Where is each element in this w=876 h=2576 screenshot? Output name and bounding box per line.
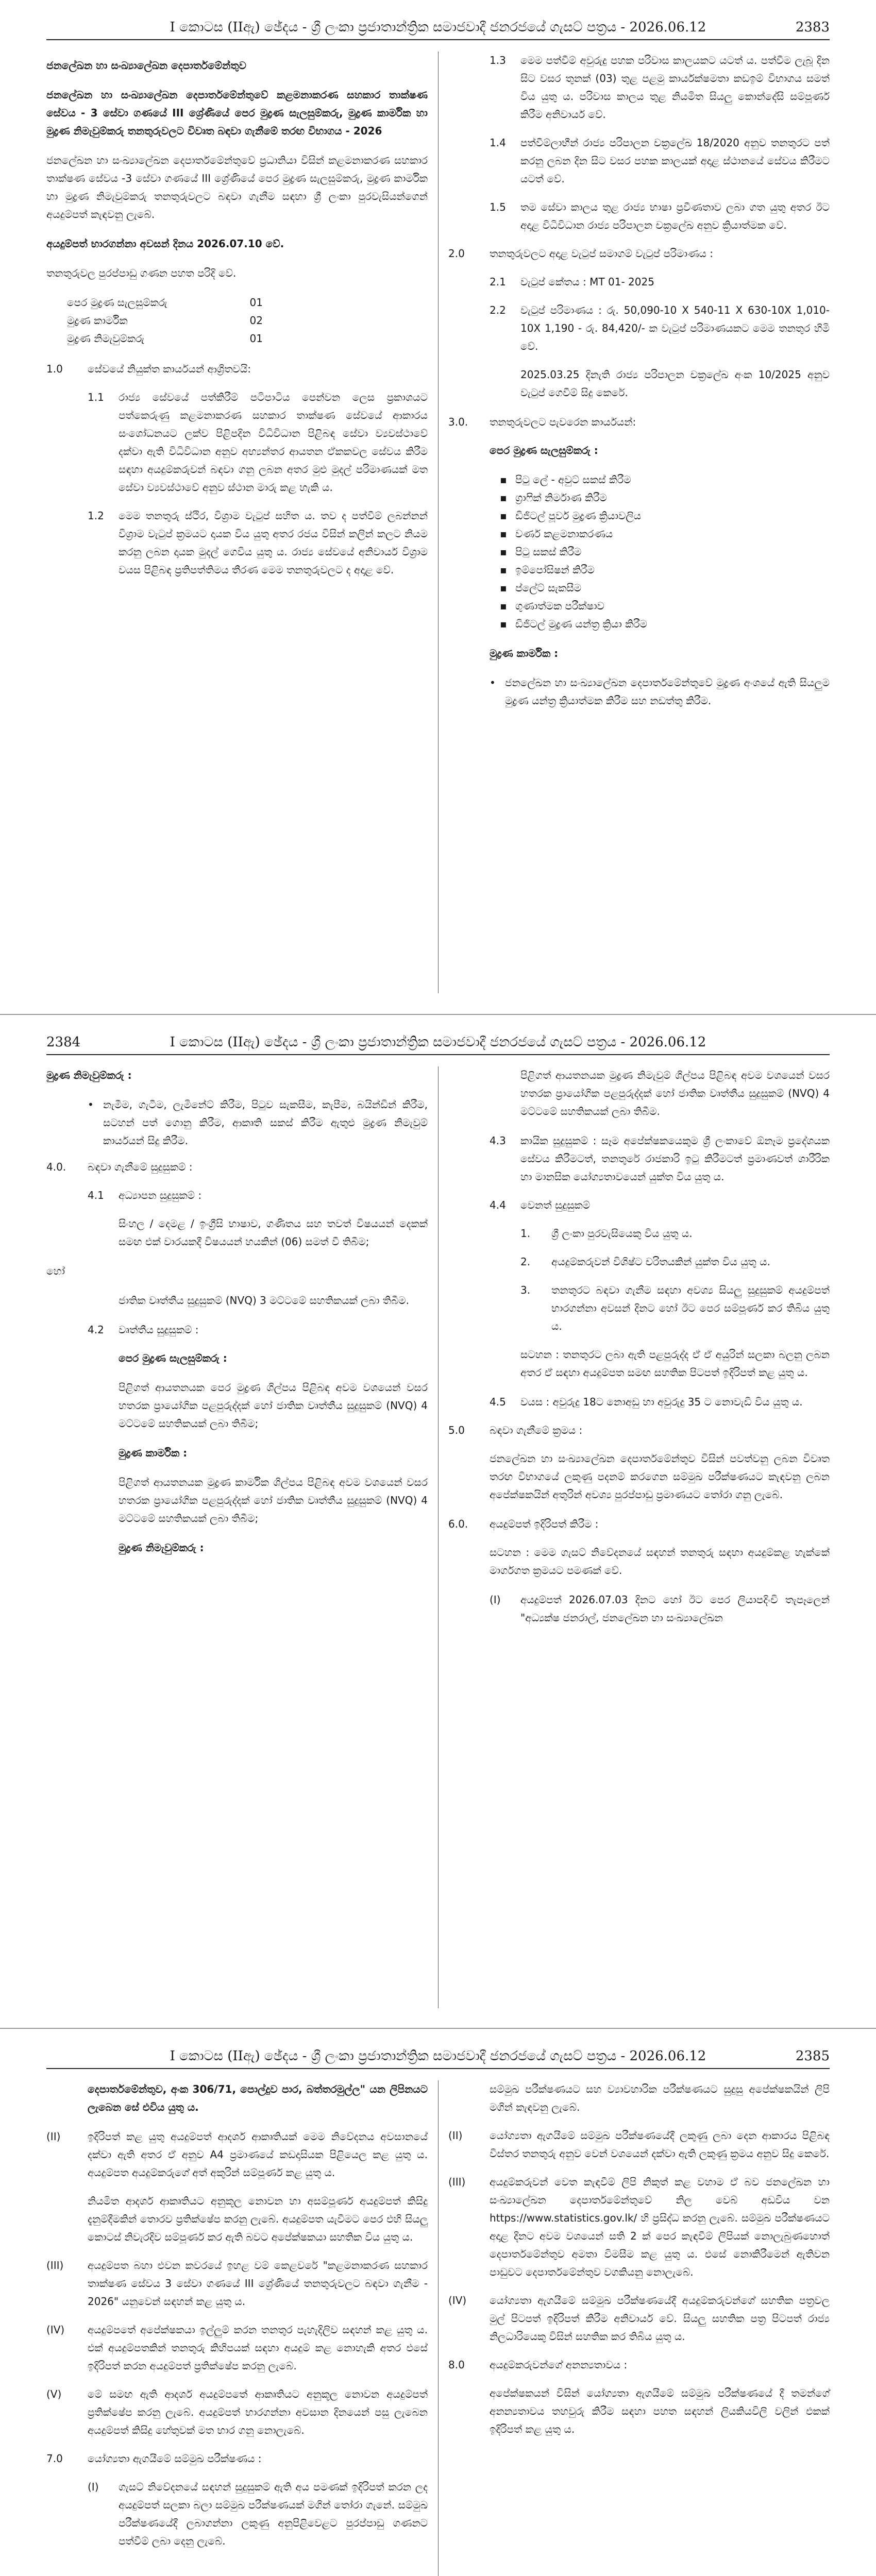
list-item: (II) ඉදිරිපත් කළ යුතු අයදුම්පත් ආදර්ශ ආකෘතියක් මෙම නිවේදනය අවසානයේ දක්වා ඇති අතර ඒ අනුව A4 ප්‍රමාණයේ කඩදාසියක පිළියෙල කළ යුතු ය. අයදුම්පත අයදුම්කරුගේ අත් අකුරින් සම්පූර්ණ කළ යුතු ය. <box>46 2130 428 2179</box>
left-column <box>46 2080 428 2561</box>
prof-pre-text: පිළිගත් ආයතනයක පෙර මුද්‍රණ ශිල්පය පිළිබඳ අවම වශයෙන් වසර හතරක ප්‍රායෝගික පළපුරුද්දක් හෝ ජාතික වෘත්තීය සුදුසුකම් (NVQ) 4 මට්ටමේ සහතිකයක් ලබා තිබීම; <box>119 1381 428 1430</box>
section-1-3: 1.3 මෙම පත්වීම් අවුරුදු පහක පරිවාස කාලයකට යටත් ය. පත්වීම ලැබූ දින සිට වසර තුනක් (03) තුළ පළමු කාර්යක්ෂමතා කඩඉම් විභාගය සමත් විය යුතු ය. පරිවාස කාලය තුළ නියමිත සියලු කොන්දේසි සම්පූර්ණ කිරීම අනිවාර්ය වේ. <box>490 54 830 121</box>
gazette-page-2 <box>0 1014 876 2029</box>
header-title: I කොටස (IIඇ) ඡේදය - ශ්‍රී ලංකා ප්‍රජාතාන්ත්‍රික සමාජවාදී ජනරජයේ ගැසට් පත්‍රය - 2026.06.12 <box>170 2048 706 2064</box>
header-title: I කොටස (IIඇ) ඡේදය - ශ්‍රී ලංකා ප්‍රජාතාන්ත්‍රික සමාජවාදී ජනරජයේ ගැසට් පත්‍රය - 2026.06.12 <box>170 1035 706 1050</box>
section-1-4: 1.4 පත්වීම්ලාභීන් රාජ්‍ය පරිපාලන චක්‍රලේඛ 18/2020 අනුව තනතුරට පත් කරනු ලබන දින සිට වසර පහක කාලයක් අදාළ ස්ථානයේ සේවය කිරීමට යටත් වේ. <box>490 137 830 185</box>
left-column <box>46 52 428 589</box>
list-item: (III) අයදුම්කරුවන් වෙත කැඳවීම් ලිපි නිකුත් කළ වහාම ඒ බව ජනලේඛන හා සංඛ්‍යාලේඛන දෙපාර්තමේන්තුවේ නිල වෙබ් අඩවිය වන https://www.statistics.gov.lk/ හි ප්‍රසිද්ධ කරනු ලැබේ. සම්මුඛ පරීක්ෂණයට අදාළ දිනට අවම වශයෙන් සති 2 ක් පෙර කැඳවීම් ලිපියක් නොලැබුණහොත් දෙපාර්තමේන්තුව අමතා විමසීම කළ යුතු ය. එසේ නොකිරීමෙන් ඇතිවන පාඩුවට දෙපාර්තමේන්තුව වගකියනු නොලැබේ. <box>448 2176 830 2278</box>
qual-note: සටහන : තනතුරට ලබා ඇති පළපුරුද්ද ඒ ඒ අයුරින් සලකා බලනු ලබන අතර ඒ සඳහා අයදුම්පත සමඟ සහතික පිටපත් ඉදිරිපත් කළ යුතු ය. <box>520 1348 830 1379</box>
page-header <box>46 16 830 40</box>
prof-tech-title: මුද්‍රණ කාර්මික : <box>119 1447 188 1459</box>
section-8-heading: 8.0 අයදුම්කරුවන්ගේ අනන්‍යතාවය : <box>448 2359 628 2371</box>
list-item: සම්මුඛ පරීක්ෂණයට සහ ව්‍යාවහාරික පරීක්ෂණයට සුදුසු අපේක්ෂකයින් ලිපි මගින් කැඳවනු ලැබේ. <box>490 2083 830 2113</box>
finish-duty: • නැමීම, ගැටීම, ලැමිනේට් කිරීම, පිටුව සැකසීම, කැපීම, බයින්ඩින් කිරීම, සටහන් පත් ගොනු කිරීම, ආකෘති සකස් කිරීම ඇතුළු මුද්‍රණ නිමැවුම් කාර්යයන් සිදු කිරීම. <box>46 1096 428 1150</box>
list-item: 3. තනතුරට බඳවා ගැනීම සඳහා අවශ්‍ය සියලු සුදුසුකම් අයදුම්පත් භාරගන්නා අවසන් දිනට හෝ ඊට පෙර සම්පූර්ණ කර තිබිය යුතු ය. <box>520 1284 830 1332</box>
column-divider <box>438 2080 439 2576</box>
salary-note: 2025.03.25 දිනැති රාජ්‍ය පරිපාලන චක්‍රලේඛ අංක 10/2025 අනුව වැටුප් ගෙවීම් සිදු කෙරේ. <box>520 368 830 399</box>
list-item: 1. ශ්‍රී ලංකා පුරවැසියෙකු විය යුතු ය. <box>520 1227 693 1240</box>
section-4-heading: 4.0. බඳවා ගැනීමේ සුදුසුකම් : <box>46 1161 193 1173</box>
list-item: (V) මේ සමඟ ඇති ආදර්ශ අයදුම්පතේ ආකෘතියට අනුකූල නොවන අයදුම්පත් ප්‍රතික්ෂේප කරනු ලැබේ. අයදුම්පත් භාරගන්නා අවසාන දිනයෙන් පසු ලැබෙන අයදුම්පත් කිසිදු හේතුවක් මත භාර ගනු නොලැබේ. <box>46 2388 428 2436</box>
prof-fin-title: මුද්‍රණ නිමැවුම්කරු : <box>119 1541 204 1554</box>
right-column <box>448 2080 830 2450</box>
section-6-i: (I) අයදුම්පත් 2026.07.03 දිනට හෝ ඊට පෙර ලියාපදිංචි තැපෑලෙන් "අධ්‍යක්ෂ ජනරාල්, ජනලේඛන හා සංඛ්‍යාලේඛන <box>490 1594 830 1624</box>
page-number: 2383 <box>795 20 830 35</box>
header-title: I කොටස (IIඇ) ඡේදය - ශ්‍රී ලංකා ප්‍රජාතාන්ත්‍රික සමාජවාදී ජනරජයේ ගැසට් පත්‍රය - 2026.06.12 <box>170 20 706 35</box>
gazette-page-3 <box>0 2028 876 2576</box>
section-1-2: 1.2 මෙම තනතුරු ස්ථිර, විශ්‍රාම වැටුප් සහිත ය. තව ද පත්වීම් ලබන්නන් විශ්‍රාම වැටුප් ක්‍රමයට දායක විය යුතු අතර රජය විසින් කලින් කලට නියම කරනු ලබන දායක මුදල් ගෙවිය යුතු ය. රාජ්‍ය සේවයේ අනිවාර්ය විශ්‍රාම වයස පිළිබඳ ප්‍රතිපත්තිමය තීරණ මෙම තනතුරුවලට ද අදාළ වේ. <box>88 510 428 576</box>
list-item: (III) අයදුම්පත බහා එවන කවරයේ ඉහළ වම් කෙළවරේ "කළමනාකරණ සහකාර තාක්ෂණ සේවය 3 සේවා ගණයේ III ශ්‍රේණියේ තනතුරුවලට බඳවා ගැනීම - 2026" යනුවෙන් සඳහන් කළ යුතු ය. <box>46 2259 428 2308</box>
list-item: ▪ ග්‍රාෆික් නිර්මාණ කිරීම <box>448 489 830 507</box>
edu-qual-1: සිංහල / දෙමළ / ඉංග්‍රීසි භාෂාව, ගණිතය සහ තවත් විෂයයන් දෙකක් සමඟ එක් වාරයකදී විෂයයන් හයකින් (06) සමත් වී තිබීම; <box>119 1217 428 1248</box>
page-number: 2385 <box>795 2048 830 2064</box>
left-column <box>46 1066 428 1568</box>
address-continued: දෙපාර්තමේන්තුව, අංක 306/71, පොල්දුව පාර, බත්තරමුල්ල" යන ලිපිනයට ලැබෙන සේ එවිය යුතු ය. <box>88 2083 428 2113</box>
column-divider <box>438 1066 439 2008</box>
section-4-4: 4.4 වෙනත් සුදුසුකම් <box>490 1199 591 1211</box>
section-2-1: 2.1 වැටුප් කේතය : MT 01- 2025 <box>490 276 654 288</box>
edu-qual-or: හෝ <box>46 1265 65 1277</box>
prof-tech-text: පිළිගත් ආයතනයක මුද්‍රණ කාර්මික ශිල්පය පිළිබඳ අවම වශයෙන් වසර හතරක ප්‍රායෝගික පළපුරුද්දක් හෝ ජාතික වෘත්තීය සුදුසුකම් (NVQ) 4 මට්ටමේ සහතිකයක් ලබා තිබීම; <box>119 1476 428 1524</box>
list-item: ▪ ඉම්පෝසිෂන් කිරීම <box>448 561 830 579</box>
pre-press-duties <box>448 471 830 633</box>
list-item: ▪ පිටු ලේ - අවුට් සකස් කිරීම <box>448 471 830 489</box>
pre-press-title: පෙර මුද්‍රණ සැලසුම්කරු : <box>490 444 598 456</box>
vacancy-table <box>67 294 428 348</box>
intro-paragraph: ජනලේඛන හා සංඛ්‍යාලේඛන දෙපාර්තමේන්තුවේ ප්‍රධානියා විසින් කළමනාකරණ සහකාර තාක්ෂණ සේවය -3 සේවා ගණයේ III ශ්‍රේණියේ පෙර මුද්‍රණ සැලසුම්කරු, මුද්‍රණ කාර්මික හා මුද්‍රණ නිමැවුම්කරු තනතුරුවලට බඳවා ගැනීම සඳහා ශ්‍රී ලංකා පුරවැසියන්ගෙන් අයදුම්පත් කැඳවනු ලැබේ. <box>46 154 428 221</box>
right-column <box>448 1066 830 1637</box>
list-item: ▪ ප්ලේට් සැකසීම <box>448 579 830 597</box>
section-2-2: 2.2 වැටුප් පරිමාණය : රු. 50,090-10 X 540-11 X 630-10X 1,010-10X 1,190 - රු. 84,420/- ක වැටුප් පරිමාණයකට මෙම තනතුර හිමි වේ. <box>490 304 830 352</box>
section-5-heading: 5.0 බඳවා ගැනීමේ ක්‍රමය : <box>448 1424 583 1436</box>
list-item: (IV) යෝග්‍යතා ඇගයීමේ සම්මුඛ පරීක්ෂණයේදී අයදුම්කරුවන්ගේ සහතික පත්‍රවල මුල් පිටපත් ඉදිරිපත් කිරීම අනිවාර්ය වේ. සියලු සහතික පත්‍ර පිටපත් රාජ්‍ය නිලධාරියෙකු විසින් සහතික කර තිබිය යුතු ය. <box>448 2294 830 2343</box>
edu-qual-2: ජාතික වෘත්තීය සුදුසුකම් (NVQ) 3 මට්ටමේ සහතිකයක් ලබා තිබීම. <box>119 1294 410 1307</box>
prof-fin-text: පිළිගත් ආයතනයක මුද්‍රණ නිමැවුම් ශිල්පය පිළිබඳ අවම වශයෙන් වසර හතරක ප්‍රායෝගික පළපුරුද්දක් හෝ ජාතික වෘත්තීය සුදුසුකම් (NVQ) 4 මට්ටමේ සහතිකයක් ලබා තිබීම. <box>520 1069 830 1117</box>
department-heading: ජනලේඛන හා සංඛ්‍යාලේඛන දෙපාර්තමේන්තුව <box>46 59 246 72</box>
section-1-heading: 1.0 සේවයේ නියුක්ත කාර්යයන් ආශ්‍රිතවයි: <box>46 363 251 375</box>
vacancy-row: පෙර මුද්‍රණ සැලසුම්කරු 01 <box>67 296 263 309</box>
section-4-2: 4.2 වෘත්තීය සුදුසුකම් : <box>88 1324 199 1336</box>
column-divider <box>438 52 439 993</box>
list-item: (IV) අයදුම්පතේ අපේක්ෂකයා ඉල්ලුම් කරන තනතුර පැහැදිලිව සඳහන් කළ යුතු ය. එක් අයදුම්පතකින් තනතුරු කිහිපයක් සඳහා අයදුම් කළ නොහැකි අතර එසේ ඉදිරිපත් කරන අයදුම්පත් ප්‍රතික්ෂේප කරනු ලැබේ. <box>46 2324 428 2372</box>
list-item: ▪ වර්ණ කළමනාකරණය <box>448 525 830 543</box>
identity-text: අපේක්ෂකයන් විසින් යෝග්‍යතා ඇගයීමේ සම්මුඛ පරීක්ෂණයේ දී තමන්ගේ අනන්‍යතාවය තහවුරු කිරීම සඳහා පහත සඳහන් ලියකියවිලි වලින් එකක් ඉදිරිපත් කළ යුතු ය. <box>490 2387 830 2435</box>
list-item: (II) යෝග්‍යතා ඇගයීමේ සම්මුඛ පරීක්ෂණයේදී ලකුණු ලබා දෙන ආකාරය පිළිබඳ විස්තර තනතුරු අනුව වෙන් වශයෙන් දක්වා ඇති ලකුණු ක්‍රමය අනුව සිදු කෙරේ. <box>448 2129 830 2160</box>
section-3-heading: 3.0. තනතුරුවලට පැවරෙන කාර්යයන්: <box>448 416 636 428</box>
recruit-method: ජනලේඛන හා සංඛ්‍යාලේඛන දෙපාර්තමේන්තුව විසින් පවත්වනු ලබන විවෘත තරඟ විභාගයේ ලකුණු පදනම් කරගෙන සම්මුඛ පරීක්ෂණයට කැඳවනු ලබන අපේක්ෂකයින් අතුරින් අවශ්‍ය පුරප්පාඩු ප්‍රමාණයට තෝරා ගනු ලැබේ. <box>490 1452 830 1501</box>
page-header <box>46 1031 830 1055</box>
print-tech-title: මුද්‍රණ කාර්මික : <box>490 647 559 659</box>
vacancy-row: මුද්‍රණ නිමැවුම්කරු 01 <box>67 332 263 345</box>
finish-title: මුද්‍රණ නිමැවුම්කරු : <box>46 1069 132 1081</box>
section-6-heading: 6.0. අයදුම්පත් ඉදිරිපත් කිරීම : <box>448 1518 599 1530</box>
section-4-5: 4.5 වයස : අවුරුදු 18ට නොඅඩු හා අවුරුදු 35 ට නොවැඩි විය යුතු ය. <box>490 1396 803 1408</box>
section-2-heading: 2.0 තනතුරුවලට අදාළ වැටුප් සමාගම් වැටුප් පරිමාණය : <box>448 247 714 260</box>
list-item: (I) ගැසට් නිවේදනයේ සඳහන් සුදුසුකම් ඇති අය පමණක් ඉදිරිපත් කරන ලද අයදුම්පත් සලකා බලා සම්මුඛ පරීක්ෂණයක් මගින් තෝරා ගැනේ. සම්මුඛ පරීක්ෂණයේදී ලබාගන්නා ලකුණු අනුපිළිවෙළට පුරප්පාඩු ගණනට පත්වීම් ලබා දෙනු ලැබේ. <box>88 2481 428 2547</box>
list-item: ▪ ඩිජිටල් මුද්‍රණ යන්ත්‍ර ක්‍රියා කිරීම <box>448 615 830 633</box>
notice-title: ජනලේඛන හා සංඛ්‍යාලේඛන දෙපාර්තමේන්තුවේ කළමනාකරණ සහකාර තාක්ෂණ සේවය - 3 සේවා ගණයේ III ශ්‍රේණියේ පෙර මුද්‍රණ සැලසුම්කරු, මුද්‍රණ කාර්මික හා මුද්‍රණ නිමැවුම්කරු තනතුරුවලට විවෘත බඳවා ගැනීමේ තරඟ විභාගය - 2026 <box>46 89 428 137</box>
section-4-1: 4.1 අධ්‍යාපන සුදුසුකම් : <box>88 1189 202 1201</box>
page-header <box>46 2045 830 2069</box>
prof-pre-title: පෙර මුද්‍රණ සැලසුම්කරු : <box>119 1352 227 1364</box>
section-4-3: 4.3 කායික සුදුසුකම් : සෑම අපේක්ෂකයෙකුම ශ්‍රී ලංකාවේ ඕනෑම ප්‍රදේශයක සේවය කිරීමටත්, තනතුරේ රාජකාරි ඉටු කිරීමටත් ප්‍රමාණවත් ශාරීරික හා මානසික යෝග්‍යතාවයෙන් යුක්ත විය යුතු ය. <box>490 1134 830 1183</box>
vacancy-row: මුද්‍රණ කාර්මික 02 <box>67 314 263 327</box>
list-item: ▪ ගුණාත්මක පරීක්ෂාව <box>448 597 830 615</box>
list-item: ▪ ඩිජිටල් පූර්ව මුද්‍රණ ක්‍රියාවලිය <box>448 507 830 525</box>
closing-date: අයදුම්පත් භාරගන්නා අවසන් දිනය 2026.07.10 වේ. <box>46 238 284 250</box>
print-tech-duty: • ජනලේඛන හා සංඛ්‍යාලේඛන දෙපාර්තමේන්තුවේ මුද්‍රණ අංශයේ ඇති සියලුම මුද්‍රණ යන්ත්‍ර ක්‍රියාත්මක කිරීම සහ නඩත්තු කිරීම. <box>448 674 830 710</box>
section-1-1: 1.1 රාජ්‍ය සේවයේ පත්කිරීම් පටිපාටිය පෙන්වන ලෙස ප්‍රකාශයට පත්කෙරුණු කළමනාකරණ සහකාර තාක්ෂණ සේවයේ ආකාරය සංශෝධනයට ලක්ව පිළිපදින විධිවිධාන පිළිබඳ සේවා ව්‍යවස්ථාවේ දක්වා ඇති විධිවිධාන අනුව අභ්‍යන්තර ආයතන ඒකකවල සේවය කිරීම සඳහා අයදුම්කරුවන් බඳවා ගනු ලබන අතර මුළු මුදල් පරිමාණයක් මත සේවා ව්‍යවස්ථාවේ අනුව ස්ථාන මාරු කළ හැකි ය. <box>88 391 428 494</box>
list-item: ▪ පිටු සකස් කිරීම <box>448 543 830 561</box>
vacancy-intro: තනතුරුවල පුරප්පාඩු ගණන පහත පරිදි වේ. <box>46 267 237 279</box>
page-number: 2384 <box>46 1035 81 1050</box>
application-note: සටහන : මෙම ගැසට් නිවේදනයේ සඳහන් තනතුරු සඳහා අයදුම්කළ හැක්කේ මාර්ගගත ක්‍රමයට පමණක් වේ. <box>490 1546 830 1577</box>
right-column <box>448 52 830 718</box>
gazette-page-1 <box>0 0 876 1014</box>
section-1-5: 1.5 තම සේවා කාලය තුළ රාජ්‍ය භාෂා ප්‍රවීණතාව ලබා ගත යුතු අතර ඊට අදාළ විධිවිධාන රාජ්‍ය පරිපාලන චක්‍රලේඛ අනුව ක්‍රියාත්මක වේ. <box>490 201 830 231</box>
list-item: නියමිත ආදර්ශ ආකෘතියට අනුකූල නොවන හා අසම්පූර්ණ අයදුම්පත් කිසිදු දැනුම්දීමකින් තොරව ප්‍රතික්ෂේප කරනු ලැබේ. අයදුම්පත යැවීමට පෙර එහි සියලු කොටස් නිවැරදිව සම්පූර්ණ කර ඇති බවට අපේක්ෂකයා සහතික විය යුතු ය. <box>88 2195 428 2243</box>
section-7-heading: 7.0 යෝග්‍යතා ඇගයීමේ සම්මුඛ පරීක්ෂණය : <box>46 2452 262 2465</box>
list-item: 2. අයදුම්කරුවන් විශිෂ්ට චරිතයකින් යුක්ත විය යුතු ය. <box>520 1256 770 1268</box>
